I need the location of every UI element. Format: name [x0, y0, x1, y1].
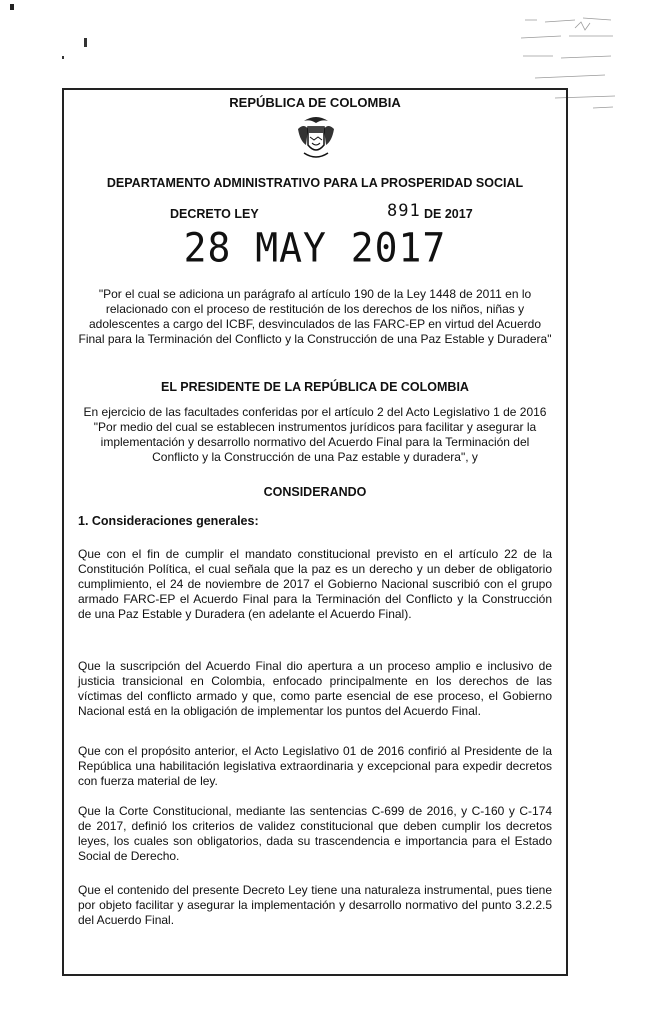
margin-mark [10, 4, 14, 10]
paragraph: Que con el propósito anterior, el Acto Legislativo 01 de 2016 confirió al Presidente de la República una habilitación legislativa extraordinaria y excepcional para expedir decretos con fuerza material de ley. [78, 744, 552, 788]
margin-mark [84, 38, 87, 47]
paragraph: Que la Corte Constitucional, mediante las sentencias C-699 de 2016, y C-160 y C-174 de 2017, definió los criterios de validez constitucional que deben cumplir los decretos leyes, los cuales son obligatorios, dada su trascendencia e importancia para el Estado Social de Derecho. [78, 804, 552, 863]
country-heading: REPÚBLICA DE COLOMBIA [229, 95, 401, 110]
decree-year: DE 2017 [424, 207, 473, 221]
issuer-heading: EL PRESIDENTE DE LA REPÚBLICA DE COLOMBIA [161, 380, 469, 394]
paragraph: Que el contenido del presente Decreto Ley tiene una naturaleza instrumental, pues tiene por objeto facilitar y asegurar la implementación y desarrollo normativo del punto 3.2.2.5 del Acuerdo Final. [78, 883, 552, 927]
decree-label: DECRETO LEY [170, 207, 259, 221]
decree-number: 891 [387, 201, 421, 221]
section-heading: 1. Consideraciones generales: [78, 514, 259, 528]
considerando-heading: CONSIDERANDO [263, 485, 367, 499]
coat-of-arms-icon [296, 115, 336, 163]
margin-mark [62, 56, 64, 59]
decree-title: "Por el cual se adiciona un parágrafo al artículo 190 de la Ley 1448 de 2011 en lo relacionado con el proceso de restitución de los derechos de los niños, niñas y adolescentes a cargo del ICBF, desvinculados de las FARC-EP en virtud del Acuerdo Final para la Terminación del Conflicto y la Construcción de una Paz Estable y Duradera" [78, 287, 552, 346]
decree-line [62, 201, 568, 225]
paragraph: Que con el fin de cumplir el mandato constitucional previsto en el artículo 22 de la Constitución Política, el cual señala que la paz es un derecho y un deber de obligatorio cumplimiento, el 24 de noviembre de 2017 el Gobierno Nacional suscribió con el grupo armado FARC-EP el Acuerdo Final para la Terminación del Conflicto y la Construcción de una Paz Estable y Duradera (en adelante el Acuerdo Final). [78, 547, 552, 621]
date-stamp: 28 MAY 2017 [183, 224, 447, 272]
paragraph: Que la suscripción del Acuerdo Final dio apertura a un proceso amplio e inclusivo de justicia transicional en Colombia, enfocado principalmente en los derechos de las víctimas del conflicto armado y que, como parte esencial de ese proceso, el Gobierno Nacional está en la obligación de implementar los puntos del Acuerdo Final. [78, 659, 552, 718]
department-heading: DEPARTAMENTO ADMINISTRATIVO PARA LA PROSPERIDAD SOCIAL [106, 176, 524, 190]
authority-paragraph: En ejercicio de las facultades conferidas por el artículo 2 del Acto Legislativo 1 de 2016 "Por medio del cual se establecen instrumentos jurídicos para facilitar y asegurar la implementación y desarrollo normativo del Acuerdo Final para la Terminación del Conflicto y la Construcción de una Paz estable y duradera", y [83, 405, 547, 464]
